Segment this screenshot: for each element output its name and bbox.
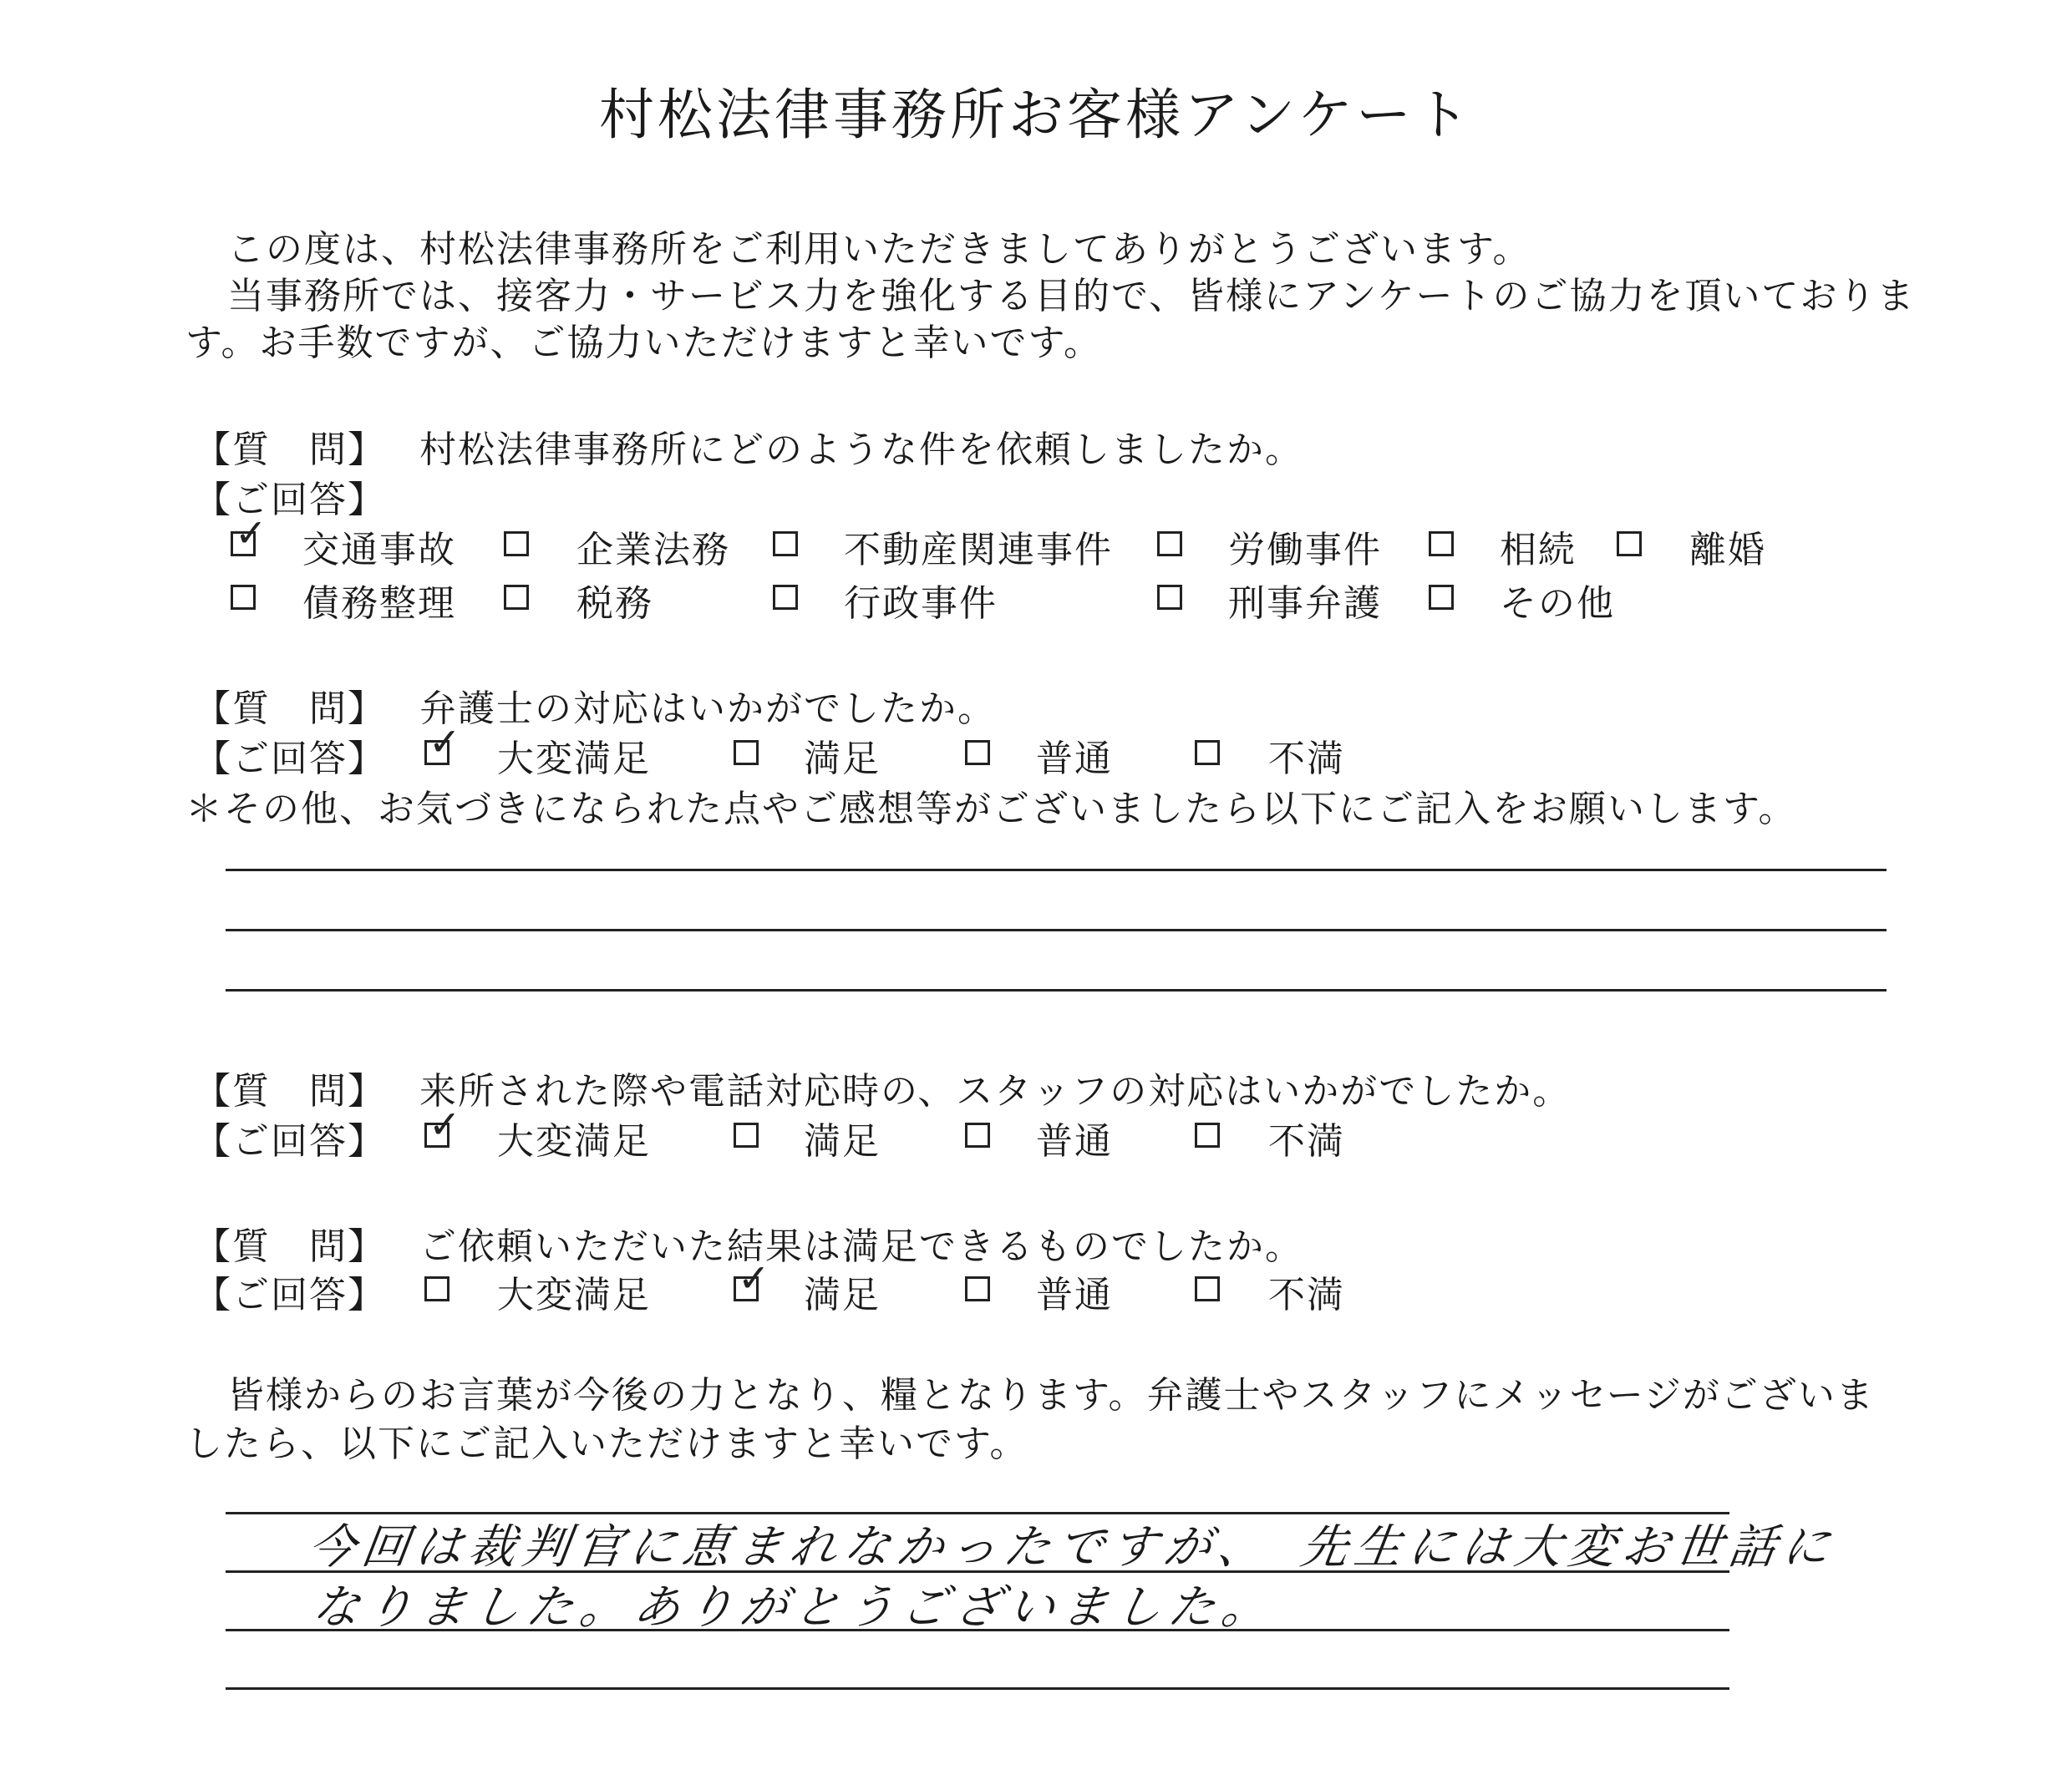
q3-question-label: 【質 問】 (194, 1070, 386, 1113)
q4-option-label-4: 不満 (1268, 1274, 1345, 1316)
q3-checkbox-4[interactable] (1195, 1123, 1220, 1148)
q2-option-label-3: 普通 (1036, 738, 1113, 780)
check-mark-icon: ✓ (738, 1255, 770, 1301)
q1-checkbox-9[interactable] (773, 585, 798, 610)
q3-checkbox-3[interactable] (965, 1123, 990, 1148)
q1-checkbox-3[interactable] (773, 531, 798, 556)
comment-line-3[interactable] (226, 989, 1887, 992)
page-title: 村松法律事務所お客様アンケート (598, 83, 1474, 147)
q1-option-label-4: 労働事件 (1228, 529, 1382, 571)
handwritten-message-line-2: なりました。ありがとうございました。 (308, 1580, 1279, 1635)
q1-option-label-3: 不動産関連事件 (844, 529, 1113, 571)
q2-option-label-4: 不満 (1268, 738, 1345, 780)
q3-option-label-1: 大変満足 (497, 1120, 651, 1163)
q3-question-text: 来所された際や電話対応時の、スタッフの対応はいかがでしたか。 (419, 1070, 1572, 1113)
q2-option-label-2: 満足 (804, 738, 881, 780)
q4-answer-label: 【ご回答】 (194, 1274, 386, 1316)
q1-option-label-7: 債務整理 (302, 582, 456, 625)
q2-checkbox-1[interactable] (424, 719, 461, 765)
check-mark-icon: ✓ (429, 719, 461, 764)
q1-checkbox-4[interactable] (1157, 531, 1182, 556)
q3-option-label-2: 満足 (804, 1120, 881, 1163)
q1-checkbox-5[interactable] (1429, 531, 1454, 556)
q4-option-label-3: 普通 (1036, 1274, 1113, 1316)
intro-line-1: この度は、村松法律事務所をご利用いただきましてありがとうございます。 (227, 228, 1531, 271)
q4-checkbox-2[interactable] (734, 1255, 770, 1301)
q2-question-text: 弁護士の対応はいかがでしたか。 (419, 687, 996, 730)
q1-option-label-5: 相続 (1500, 529, 1577, 571)
q1-option-label-2: 企業法務 (576, 529, 730, 571)
q1-checkbox-10[interactable] (1157, 585, 1182, 610)
comments-prompt: ＊その他、お気づきになられた点やご感想等がございましたら以下にご記入をお願いします。 (185, 788, 1797, 830)
q2-checkbox-4[interactable] (1195, 740, 1220, 765)
q3-answer-label: 【ご回答】 (194, 1120, 386, 1163)
q1-answer-label: 【ご回答】 (194, 479, 386, 521)
handwritten-message-line-1: 今回は裁判官に恵まれなかったですが、 先生には大変お世話に (304, 1520, 1840, 1575)
q4-checkbox-1[interactable] (424, 1276, 449, 1301)
q2-option-label-1: 大変満足 (497, 738, 651, 780)
q1-checkbox-6[interactable] (1617, 531, 1642, 556)
intro-line-2: 当事務所では、接客力・サービス力を強化する目的で、皆様にアンケートのご協力を頂いておりま (227, 275, 1916, 317)
comment-line-2[interactable] (226, 929, 1887, 931)
q2-checkbox-3[interactable] (965, 740, 990, 765)
intro-line-3: す。お手数ですが、ご協力いただけますと幸いです。 (185, 322, 1102, 364)
q4-option-label-2: 満足 (804, 1274, 881, 1316)
q4-checkbox-4[interactable] (1195, 1276, 1220, 1301)
q2-question-label: 【質 問】 (194, 687, 386, 730)
check-mark-icon: ✓ (429, 1102, 461, 1147)
q2-checkbox-2[interactable] (734, 740, 759, 765)
q1-checkbox-2[interactable] (504, 531, 529, 556)
q4-question-text: ご依頼いただいた結果は満足できるものでしたか。 (419, 1225, 1303, 1268)
q1-checkbox-1[interactable] (231, 510, 267, 556)
q1-question-text: 村松法律事務所にどのような件を依頼しましたか。 (419, 429, 1303, 471)
message-prompt-line-2: したら、以下にご記入いただけますと幸いです。 (185, 1423, 1028, 1465)
message-line-4[interactable] (226, 1687, 1729, 1690)
q1-checkbox-7[interactable] (231, 585, 256, 610)
q3-option-label-4: 不満 (1268, 1120, 1345, 1163)
q1-option-label-1: 交通事故 (302, 529, 456, 571)
comment-line-1[interactable] (226, 869, 1887, 871)
q3-option-label-3: 普通 (1036, 1120, 1113, 1163)
q3-checkbox-1[interactable] (424, 1102, 461, 1148)
q1-option-label-6: 離婚 (1689, 529, 1766, 571)
q4-option-label-1: 大変満足 (497, 1274, 651, 1316)
q4-question-label: 【質 問】 (194, 1225, 386, 1268)
q1-checkbox-8[interactable] (504, 585, 529, 610)
check-mark-icon: ✓ (235, 510, 267, 555)
q4-checkbox-3[interactable] (965, 1276, 990, 1301)
q1-option-label-8: 税務 (576, 582, 653, 625)
q1-option-label-9: 行政事件 (844, 582, 998, 625)
q1-question-label: 【質 問】 (194, 429, 386, 471)
q3-checkbox-2[interactable] (734, 1123, 759, 1148)
q1-checkbox-11[interactable] (1429, 585, 1454, 610)
q1-option-label-10: 刑事弁護 (1228, 582, 1382, 625)
message-prompt-line-1: 皆様からのお言葉が今後の力となり、糧となります。弁護士やスタッフにメッセージがございま (227, 1374, 1875, 1417)
q2-answer-label: 【ご回答】 (194, 738, 386, 780)
q1-option-label-11: その他 (1500, 582, 1615, 625)
